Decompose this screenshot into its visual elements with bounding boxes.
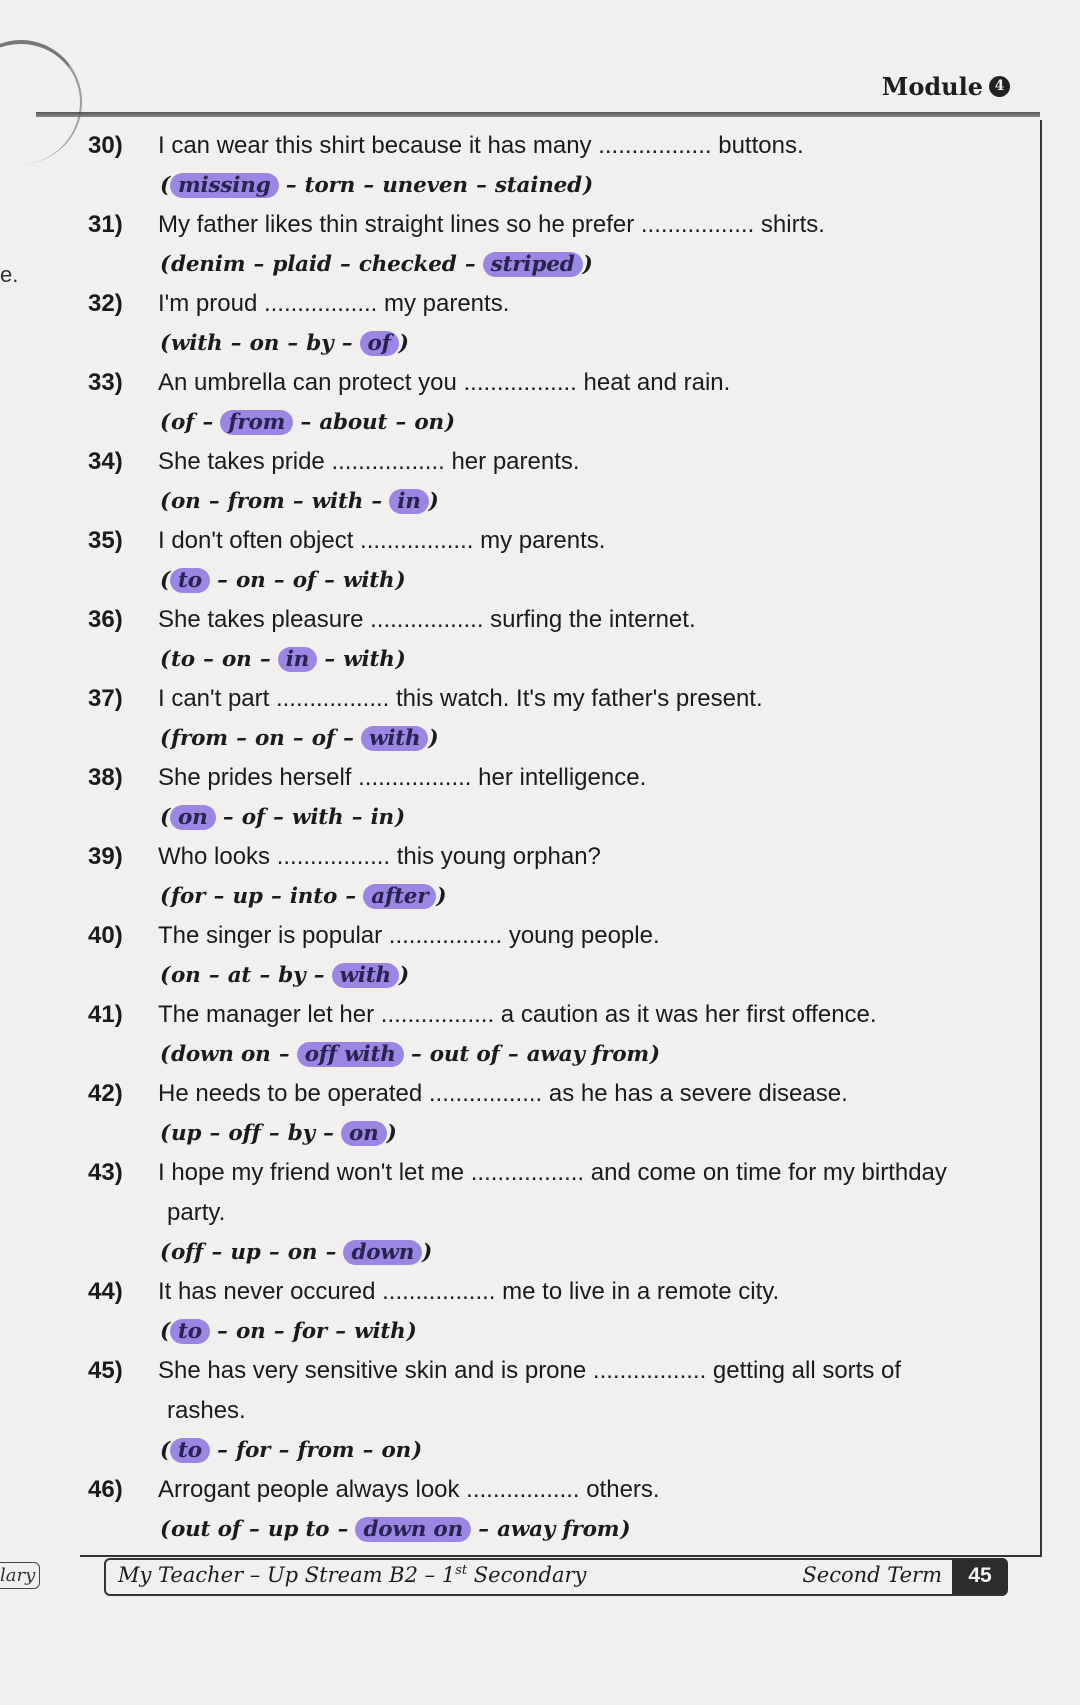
choice-option: torn (304, 173, 356, 198)
footer-book-title-end: Secondary (467, 1563, 587, 1587)
question-text: She takes pride ................. her parents. (158, 448, 580, 475)
choices-open-paren: ( (160, 1517, 170, 1542)
question-number: 40) (88, 922, 123, 949)
question-item (88, 916, 1028, 995)
question-number: 46) (88, 1476, 123, 1503)
choices-open-paren: ( (160, 252, 170, 277)
choices-open-paren: ( (160, 1042, 170, 1067)
question-number: 33) (88, 369, 123, 396)
question-number: 41) (88, 1001, 123, 1028)
header-rule (36, 112, 1040, 117)
answer-choices (88, 166, 1028, 205)
question-item (88, 1351, 1028, 1470)
question-item (88, 600, 1028, 679)
choices-close-paren: ) (649, 1042, 660, 1067)
choice-separator: – (265, 805, 292, 830)
choice-option: by (278, 963, 306, 988)
question-text: I hope my friend won't let me ................. and come on time for my birthday (158, 1159, 947, 1186)
footer-book-title-sup: st (455, 1563, 468, 1578)
answer-choices (88, 1114, 1028, 1153)
answer-choices (88, 1233, 1028, 1272)
choice-option: off (228, 1121, 261, 1146)
choices-close-paren: ) (582, 252, 593, 277)
question-line (88, 1272, 1028, 1312)
choice-option: on (381, 1438, 412, 1463)
choice-option-highlighted: missing (170, 173, 279, 198)
question-number: 31) (88, 211, 123, 238)
choice-separator: – (202, 1121, 228, 1146)
question-text: I don't often object ................. my parents. (158, 527, 606, 554)
choice-option: off (170, 1240, 204, 1265)
choices-close-paren: ) (398, 331, 409, 356)
choice-separator: – (271, 1438, 297, 1463)
choices-close-paren: ) (444, 410, 455, 435)
choice-separator: – (271, 1042, 297, 1067)
question-number: 38) (88, 764, 123, 791)
answer-choices (88, 324, 1028, 363)
choices-open-paren: ( (160, 1438, 170, 1463)
choice-option-highlighted: to (170, 568, 210, 593)
choices-close-paren: ) (406, 1319, 417, 1344)
question-line (88, 600, 1028, 640)
question-item (88, 837, 1028, 916)
choice-option: of (311, 726, 335, 751)
question-text: Who looks ................. this young orphan? (158, 843, 601, 870)
choice-option: up (170, 1121, 202, 1146)
choice-separator: – (344, 805, 370, 830)
answer-choices (88, 1312, 1028, 1351)
choices-open-paren: ( (160, 805, 170, 830)
choice-separator: – (328, 1319, 354, 1344)
choice-option: away from (526, 1042, 649, 1067)
choice-separator: – (471, 1517, 497, 1542)
answer-choices (88, 403, 1028, 442)
choice-option: from (227, 489, 285, 514)
choice-option: by (306, 331, 334, 356)
choice-separator: – (403, 1042, 429, 1067)
choice-separator: – (315, 1121, 342, 1146)
choices-open-paren: ( (160, 568, 170, 593)
question-item (88, 679, 1028, 758)
module-number-badge: 4 (989, 76, 1010, 97)
choice-separator: – (195, 410, 221, 435)
choice-option: to (170, 647, 195, 672)
question-text: Arrogant people always look ................. others. (158, 1476, 660, 1503)
choice-separator: – (457, 252, 483, 277)
choice-separator: – (206, 884, 232, 909)
choice-option-highlighted: on (341, 1121, 387, 1146)
question-item (88, 126, 1028, 205)
choice-option: by (287, 1121, 315, 1146)
answer-choices (88, 798, 1028, 837)
choice-option-highlighted: striped (483, 252, 583, 277)
choice-separator: – (278, 173, 304, 198)
choice-separator: – (209, 568, 235, 593)
choice-separator: – (261, 1240, 287, 1265)
choice-option-highlighted: from (220, 410, 293, 435)
answer-choices (88, 245, 1028, 284)
question-item (88, 1153, 1028, 1272)
choice-separator: – (356, 173, 382, 198)
answer-choices (88, 640, 1028, 679)
question-item (88, 284, 1028, 363)
question-item (88, 1074, 1028, 1153)
choice-separator: – (318, 1240, 344, 1265)
question-item (88, 521, 1028, 600)
choice-separator: – (195, 647, 221, 672)
choices-open-paren: ( (160, 1319, 170, 1344)
choice-separator: – (388, 410, 414, 435)
choice-separator: – (252, 963, 278, 988)
choice-separator: – (338, 884, 364, 909)
question-line (88, 126, 1028, 166)
choice-option: of (170, 410, 195, 435)
question-text: It has never occured ................. me to live in a remote city. (158, 1278, 780, 1305)
choice-option: of (241, 805, 265, 830)
answer-choices (88, 1431, 1028, 1470)
choice-option: of (292, 568, 316, 593)
question-line (88, 1074, 1028, 1114)
choice-separator: – (204, 1240, 230, 1265)
answer-choices (88, 1510, 1028, 1549)
question-text: I can wear this shirt because it has many ................. buttons. (158, 132, 804, 159)
choice-option-highlighted: down on (355, 1517, 471, 1542)
choice-separator: – (334, 331, 360, 356)
question-item (88, 205, 1028, 284)
choice-separator: – (252, 647, 278, 672)
choice-separator: – (317, 647, 343, 672)
question-number: 34) (88, 448, 123, 475)
choice-separator: – (316, 568, 343, 593)
footer-book-title-main: My Teacher – Up Stream B2 – 1 (118, 1563, 456, 1587)
module-label: Module (881, 72, 983, 101)
choice-option: up (230, 1240, 261, 1265)
choices-close-paren: ) (395, 805, 405, 830)
choice-separator: – (280, 331, 306, 356)
question-line (88, 1153, 1028, 1193)
choice-separator: – (209, 1438, 235, 1463)
question-text: He needs to be operated ................. as he has a severe disease. (158, 1080, 848, 1107)
answer-choices (88, 561, 1028, 600)
choice-option: with (170, 331, 223, 356)
choice-separator: – (201, 489, 227, 514)
choices-open-paren: ( (160, 647, 170, 672)
choices-open-paren: ( (160, 726, 170, 751)
choice-option: up (232, 884, 263, 909)
choice-option: with (292, 805, 344, 830)
question-text: My father likes thin straight lines so he prefer ................. shirts. (158, 211, 825, 238)
question-item (88, 1470, 1028, 1549)
choice-option: plaid (272, 252, 332, 277)
left-edge-fragment-top: e. (0, 262, 19, 287)
choices-open-paren: ( (160, 884, 170, 909)
choice-option-highlighted: down (343, 1240, 422, 1265)
choice-separator: – (468, 173, 494, 198)
choice-option: uneven (382, 173, 468, 198)
choices-close-paren: ) (395, 647, 406, 672)
question-number: 43) (88, 1159, 123, 1186)
question-number: 39) (88, 843, 123, 870)
question-line (88, 284, 1028, 324)
question-item (88, 758, 1028, 837)
choice-option-highlighted: in (278, 647, 317, 672)
choice-option: at (227, 963, 252, 988)
question-text: The manager let her ................. a caution as it was her first offence. (158, 1001, 877, 1028)
choice-option: stained (494, 173, 582, 198)
choice-separator: – (266, 568, 292, 593)
choice-option: about (319, 410, 388, 435)
choice-option: for (170, 884, 206, 909)
question-line (88, 205, 1028, 245)
choices-close-paren: ) (620, 1517, 631, 1542)
choice-option-highlighted: after (363, 884, 436, 909)
question-item (88, 1272, 1028, 1351)
answer-choices (88, 482, 1028, 521)
question-line (88, 521, 1028, 561)
choices-close-paren: ) (428, 489, 439, 514)
question-number: 32) (88, 290, 123, 317)
question-line (88, 758, 1028, 798)
choice-separator: – (306, 963, 332, 988)
choice-separator: – (266, 1319, 292, 1344)
choices-open-paren: ( (160, 1121, 170, 1146)
choices-open-paren: ( (160, 410, 170, 435)
choice-separator: – (285, 489, 311, 514)
choices-close-paren: ) (412, 1438, 422, 1463)
choice-option: for (292, 1319, 328, 1344)
choice-option: up to (267, 1517, 330, 1542)
choice-separator: – (241, 1517, 267, 1542)
choice-separator: – (293, 410, 319, 435)
question-text-continued: party. (167, 1199, 226, 1226)
choices-close-paren: ) (399, 963, 409, 988)
choice-option: on (254, 726, 285, 751)
footer-book-title (118, 1563, 586, 1587)
choice-option-highlighted: of (360, 331, 399, 356)
choice-option: for (235, 1438, 271, 1463)
question-line (88, 1470, 1028, 1510)
choice-separator: – (364, 489, 390, 514)
question-line (88, 679, 1028, 719)
choices-open-paren: ( (160, 963, 170, 988)
choice-separator: – (285, 726, 311, 751)
choice-option-highlighted: in (389, 489, 428, 514)
choices-close-paren: ) (386, 1121, 397, 1146)
choices-close-paren: ) (395, 568, 406, 593)
question-number: 45) (88, 1357, 123, 1384)
question-line (88, 442, 1028, 482)
answer-choices (88, 719, 1028, 758)
question-number: 44) (88, 1278, 123, 1305)
module-header (882, 72, 1010, 101)
choices-open-paren: ( (160, 489, 170, 514)
choice-separator: – (263, 884, 289, 909)
answer-choices (88, 1035, 1028, 1074)
choice-option: on (414, 410, 444, 435)
question-item (88, 442, 1028, 521)
choices-open-paren: ( (160, 173, 170, 198)
choice-option-highlighted: off with (297, 1042, 404, 1067)
choice-option: away from (497, 1517, 620, 1542)
choices-open-paren: ( (160, 1240, 170, 1265)
choice-option-highlighted: with (361, 726, 428, 751)
choice-separator: – (209, 1319, 235, 1344)
choice-separator: – (355, 1438, 381, 1463)
choice-option: with (311, 489, 364, 514)
question-line (88, 837, 1028, 877)
question-text: She prides herself ................. her intelligence. (158, 764, 647, 791)
choice-option: with (343, 568, 395, 593)
choice-option: from (170, 726, 228, 751)
choice-option-highlighted: on (170, 805, 216, 830)
question-item (88, 363, 1028, 442)
choice-option: on (170, 489, 201, 514)
choice-option: denim (170, 252, 246, 277)
choice-separator: – (332, 252, 358, 277)
choice-option: from (297, 1438, 355, 1463)
question-item (88, 995, 1028, 1074)
choice-option: on (221, 647, 252, 672)
question-text: I'm proud ................. my parents. (158, 290, 510, 317)
choice-option-highlighted: to (170, 1319, 210, 1344)
question-number: 37) (88, 685, 123, 712)
footer-term: Second Term (802, 1563, 942, 1587)
choice-separator: – (335, 726, 362, 751)
question-text: She has very sensitive skin and is prone ................. getting all sorts of (158, 1357, 902, 1384)
choice-option: with (354, 1319, 406, 1344)
choice-option-highlighted: to (170, 1438, 210, 1463)
choice-option: on (249, 331, 280, 356)
page-number: 45 (952, 1558, 1008, 1594)
choice-option: in (370, 805, 394, 830)
question-number: 36) (88, 606, 123, 633)
choice-separator: – (500, 1042, 526, 1067)
choice-option: out of (170, 1517, 241, 1542)
choices-close-paren: ) (428, 726, 439, 751)
choice-separator: – (228, 726, 254, 751)
choice-option: out of (429, 1042, 500, 1067)
question-text: I can't part ................. this watch. It's my father's present. (158, 685, 763, 712)
question-line (88, 363, 1028, 403)
page-footer (104, 1558, 1008, 1596)
question-text: An umbrella can protect you ................. heat and rain. (158, 369, 731, 396)
choice-option: down on (170, 1042, 271, 1067)
choice-option: into (289, 884, 338, 909)
choice-option: with (343, 647, 395, 672)
question-text: The singer is popular ................. young people. (158, 922, 660, 949)
choice-option: on (235, 1319, 266, 1344)
question-number: 42) (88, 1080, 123, 1107)
choice-option: on (170, 963, 201, 988)
answer-choices (88, 956, 1028, 995)
choices-close-paren: ) (582, 173, 593, 198)
answer-choices (88, 877, 1028, 916)
choice-separator: – (261, 1121, 287, 1146)
question-number: 35) (88, 527, 123, 554)
choice-separator: – (330, 1517, 356, 1542)
choices-close-paren: ) (436, 884, 447, 909)
left-edge-fragment-bottom: lary (0, 1562, 40, 1589)
page-curl-shadow (0, 40, 82, 164)
question-list (88, 126, 1028, 1549)
question-text-continued: rashes. (167, 1397, 246, 1424)
choice-separator: – (246, 252, 272, 277)
question-line (88, 995, 1028, 1035)
choice-separator: – (201, 963, 227, 988)
choices-open-paren: ( (160, 331, 170, 356)
choice-option-highlighted: with (332, 963, 399, 988)
choice-separator: – (223, 331, 249, 356)
choice-option: on (287, 1240, 318, 1265)
question-number: 30) (88, 132, 123, 159)
question-line (88, 1351, 1028, 1391)
choices-close-paren: ) (422, 1240, 433, 1265)
choice-option: on (235, 568, 266, 593)
choice-option: checked (358, 252, 457, 277)
question-line (88, 916, 1028, 956)
choice-separator: – (215, 805, 241, 830)
question-text: She takes pleasure ................. surfing the internet. (158, 606, 696, 633)
